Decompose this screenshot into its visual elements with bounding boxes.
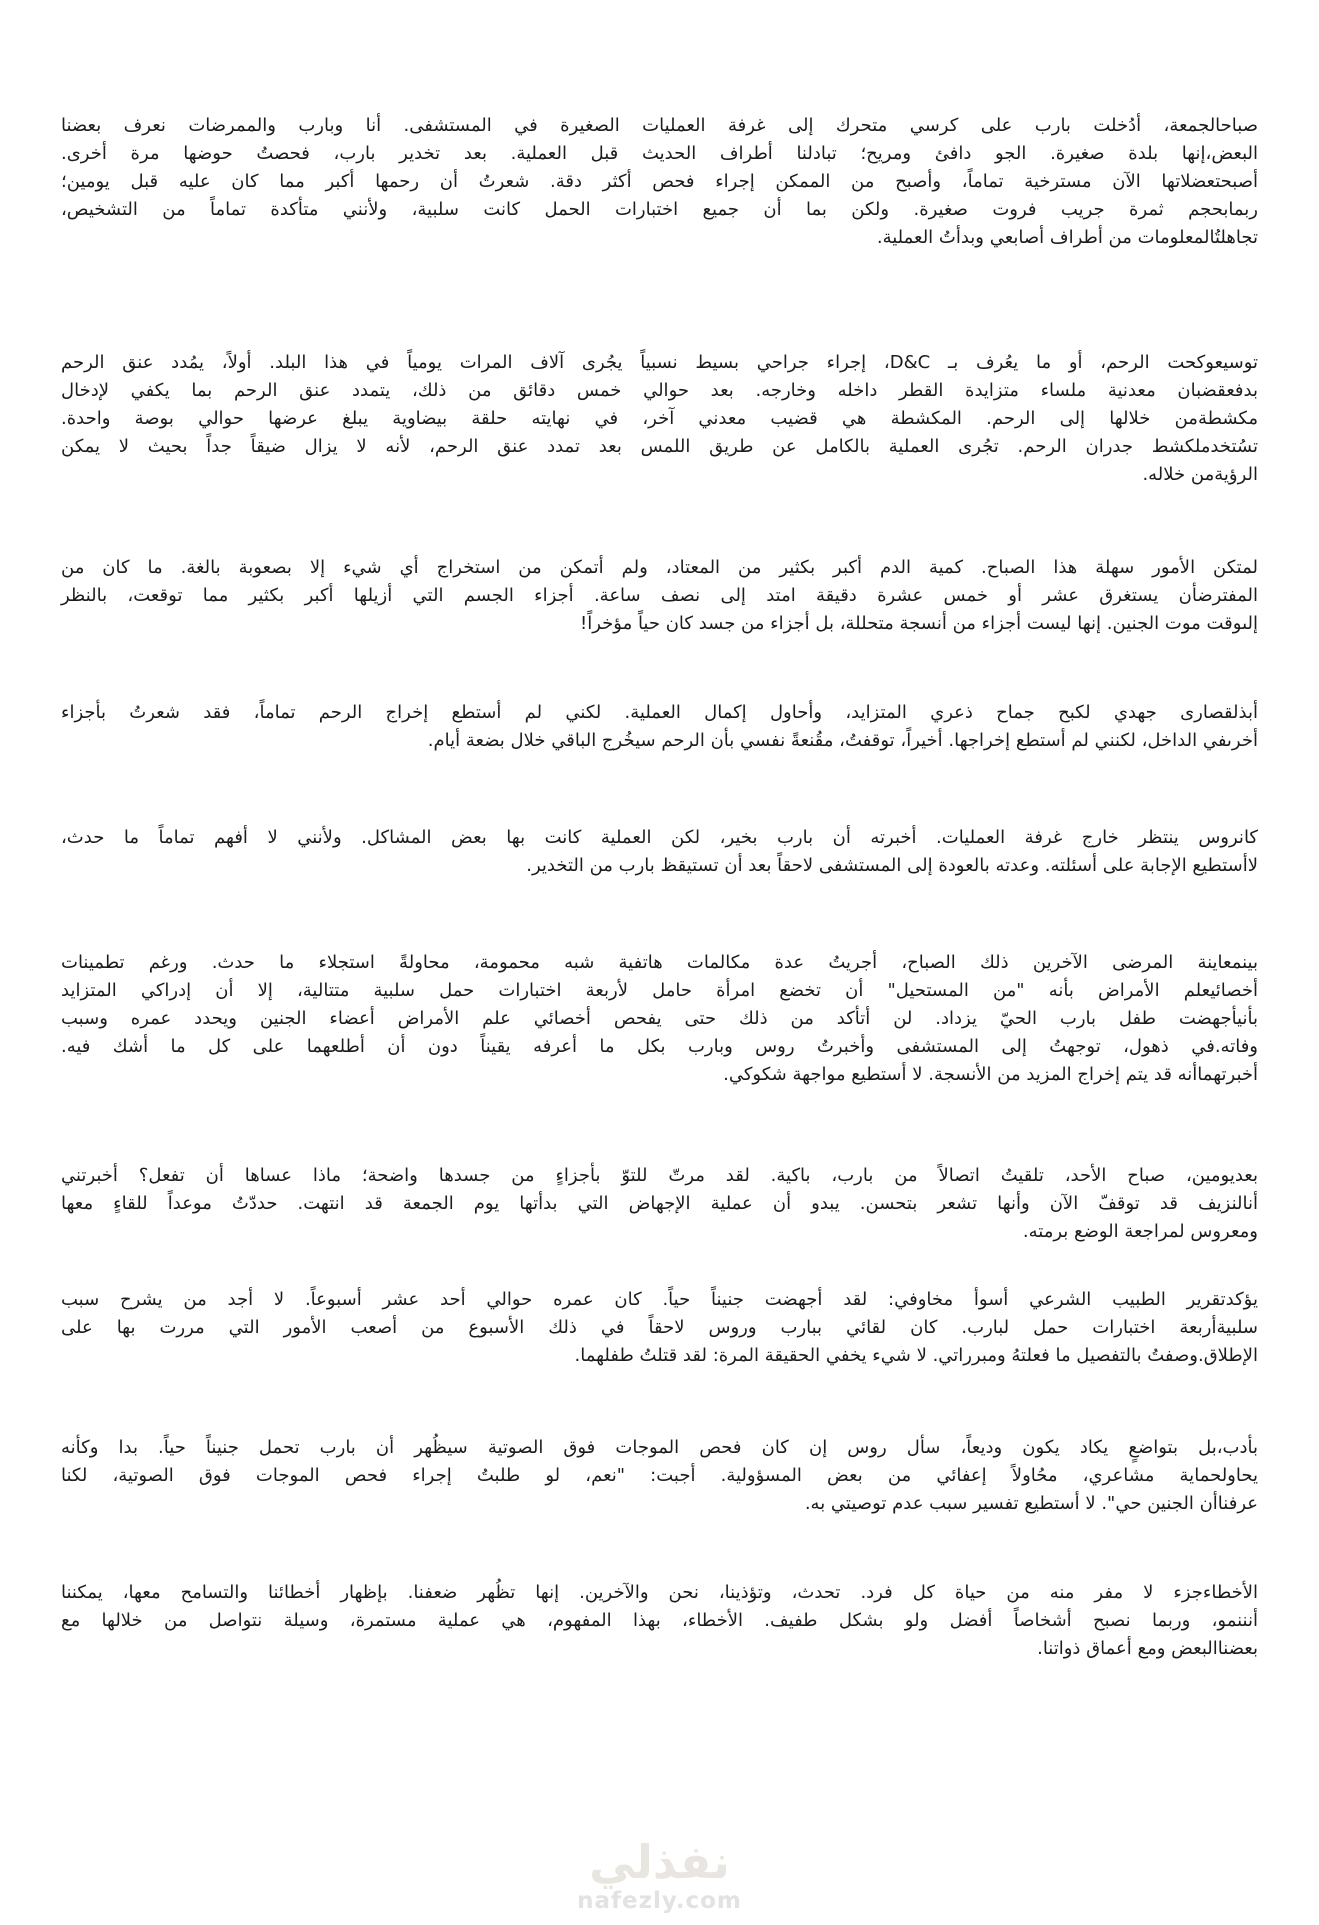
text-line: وفاته.في ذهول، توجهتُ إلى المستشفى وأخبرتُ روس وبارب بكل ما أعرفه يقيناً دون أن أطلعهما على كل ما أشك فيه.	[61, 1036, 1258, 1057]
text-line: الرؤيةمن خلاله.	[1142, 464, 1258, 485]
text-line: أخصائيعلم الأمراض بأنه "من المستحيل" أن تخضع امرأة حامل لأربعة اختبارات حمل سلبية متتالية، إلا أن إدراكي المتزايد	[61, 980, 1258, 1001]
paragraph	[61, 1286, 1258, 1370]
text-line: يؤكدتقرير الطبيب الشرعي أسوأ مخاوفي: لقد أجهضت جنيناً حياً. كان عمره حوالي أحد عشر أسبوعاً. لا أجد من يشرح سبب	[61, 1289, 1258, 1310]
paragraph	[61, 1434, 1258, 1518]
paragraph	[61, 949, 1258, 1089]
text-line: كانروس ينتظر خارج غرفة العمليات. أخبرته أن بارب بخير، لكن العملية كانت بها بعض المشاكل. ولأنني لا أفهم تماماً ما حدث،	[61, 827, 1258, 848]
text-line: عرفناأن الجنين حي". لا أستطيع تفسير سبب عدم توصيتي به.	[804, 1493, 1258, 1514]
text-line: يحاولحماية مشاعري، محُاولاً إعفائي من بعض المسؤولية. أجبت: "نعم، لو طلبتُ إجراء فحص الموجات فوق الصوتية، لكنا	[61, 1465, 1258, 1486]
text-line: بعضناالبعض ومع أعماق ذواتنا.	[1037, 1638, 1258, 1659]
text-line: مكشطةمن خلالها إلى الرحم. المكشطة هي قضيب معدني آخر، في نهايته حلقة بيضاوية يبلغ عرضها حوالي بوصة واحدة.	[61, 408, 1258, 429]
paragraph	[61, 824, 1258, 880]
paragraph	[61, 1162, 1258, 1246]
text-line: ربمابحجم ثمرة جريب فروت صغيرة. ولكن بما أن جميع اختبارات الحمل كانت سلبية، ولأنني متأكدة تماماً من التشخيص،	[61, 199, 1258, 220]
text-line: الأخطاءجزء لا مفر منه من حياة كل فرد. تحدث، وتؤذينا، نحن والآخرين. إنها تظُهر ضعفنا. بإظهار أخطائنا والتسامح معها، يمكننا	[61, 1582, 1258, 1603]
text-line: ومعروس لمراجعة الوضع برمته.	[1022, 1221, 1258, 1242]
paragraph	[61, 699, 1258, 755]
paragraph	[61, 554, 1258, 638]
paragraph	[61, 1579, 1258, 1663]
text-line: بينمعاينة المرضى الآخرين ذلك الصباح، أجريتُ عدة مكالمات هاتفية شبه محمومة، محاولةً استجلاء ما حدث. ورغم تطمينات	[61, 952, 1258, 973]
text-line: إلىوقت موت الجنين. إنها ليست أجزاء من أنسجة متحللة، بل أجزاء من جسد كان حياً مؤخراً!	[580, 613, 1258, 634]
text-line: المفترضأن يستغرق عشر أو خمس عشرة دقيقة امتد إلى نصف ساعة. أجزاء الجسم التي أزيلها أكبر بكثير مما توقعت، بالنظر	[61, 585, 1258, 606]
text-line: أبذلقصارى جهدي لكبح جماح ذعري المتزايد، وأحاول إكمال العملية. لكني لم أستطع إخراج الرحم تماماً، فقد شعرتُ بأجزاء	[61, 702, 1258, 723]
text-line: أصبحتعضلاتها الآن مسترخية تماماً، وأصبح من الممكن إجراء فحص أكثر دقة. شعرتُ أن رحمها أكبر مما كان عليه قبل يومين؛	[61, 171, 1258, 192]
watermark-site-url: nafezly.com	[577, 1888, 742, 1914]
text-line: لمتكن الأمور سهلة هذا الصباح. كمية الدم أكبر بكثير من المعتاد، ولم أتمكن من استخراج أي شيء إلا بصعوبة بالغة. ما كان من	[61, 557, 1258, 578]
text-line: توسيعوكحت الرحم، أو ما يعُرف بـ D&C، إجراء جراحي بسيط نسبياً يجُرى آلاف المرات يومياً في هذا البلد. أولاً، يمُدد عنق الرحم	[61, 352, 1259, 373]
text-line: بدفعقضبان معدنية ملساء متزايدة القطر داخله وخارجه. بعد حوالي خمس دقائق من ذلك، يتمدد عنق الرحم بما يكفي لإدخال	[61, 380, 1258, 401]
document-body	[61, 112, 1258, 1663]
text-line: بأنيأجهضت طفل بارب الحيّ يزداد. لن أتأكد من ذلك حتى يفحص أخصائي علم الأمراض أعضاء الجنين ويحدد عمره وسبب	[61, 1008, 1258, 1029]
paragraph	[61, 112, 1258, 252]
watermark	[0, 1836, 1319, 1913]
text-line: سلبيةأربعة اختبارات حمل لبارب. كان لقائي ببارب وروس لاحقاً في ذلك الأسبوع من أصعب الأمور التي مررت بها على	[61, 1317, 1258, 1338]
text-line: أنالنزيف قد توقفّ الآن وأنها تشعر بتحسن. يبدو أن عملية الإجهاض التي بدأتها يوم الجمعة قد انتهت. حددّتُ موعداً للقاءٍ معها	[61, 1193, 1258, 1214]
text-line: صباحالجمعة، أدُخلت بارب على كرسي متحرك إلى غرفة العمليات الصغيرة في المستشفى. أنا وبارب والممرضات نعرف بعضنا	[61, 115, 1258, 136]
text-line: بأدب،بل بتواضعٍ يكاد يكون وديعاً، سأل روس إن كان فحص الموجات فوق الصوتية سيظُهر أن بارب تحمل جنيناً حياً. بدا وكأنه	[61, 1437, 1258, 1458]
text-line: بعديومين، صباح الأحد، تلقيتُ اتصالاً من بارب، باكية. لقد مرتّ للتوّ بأجزاءٍ من جسدها واضحة؛ ماذا عساها أن تفعل؟ أخبرتني	[61, 1165, 1258, 1186]
text-line: البعض،إنها بلدة صغيرة. الجو دافئ ومريح؛ تبادلنا أطراف الحديث قبل العملية. بعد تخدير بارب، فحصتُ حوضها مرة أخرى.	[61, 143, 1258, 164]
text-line: أنننمو، وربما نصبح أشخاصاً أفضل ولو بشكل طفيف. الأخطاء، بهذا المفهوم، هي عملية مستمرة، وسيلة نتواصل من خلالها مع	[61, 1610, 1258, 1631]
paragraph	[61, 349, 1258, 489]
text-line: أخرىفي الداخل، لكنني لم أستطع إخراجها. أخيراً، توقفتُ، مقُنعةً نفسي بأن الرحم سيخُرج الباقي خلال بضعة أيام.	[427, 730, 1258, 751]
text-line: تجاهلتُالمعلومات من أطراف أصابعي وبدأتُ العملية.	[876, 227, 1258, 248]
text-line: الإطلاق.وصفتُ بالتفصيل ما فعلتهُ ومبرراتي. لا شيء يخفي الحقيقة المرة: لقد قتلتُ طفلهما.	[574, 1345, 1258, 1366]
text-line: تسُتخدملكشط جدران الرحم. تجُرى العملية بالكامل عن طريق اللمس بعد تمدد عنق الرحم، لأنه لا يزال ضيقاً جداً بحيث لا يمكن	[61, 436, 1258, 457]
nafezly-logo: نفذلي	[589, 1835, 730, 1889]
text-line: أخبرتهماأنه قد يتم إخراج المزيد من الأنسجة. لا أستطيع مواجهة شكوكي.	[723, 1064, 1258, 1085]
text-line: لاأستطيع الإجابة على أسئلته. وعدته بالعودة إلى المستشفى لاحقاً بعد أن تستيقظ بارب من التخدير.	[526, 855, 1258, 876]
